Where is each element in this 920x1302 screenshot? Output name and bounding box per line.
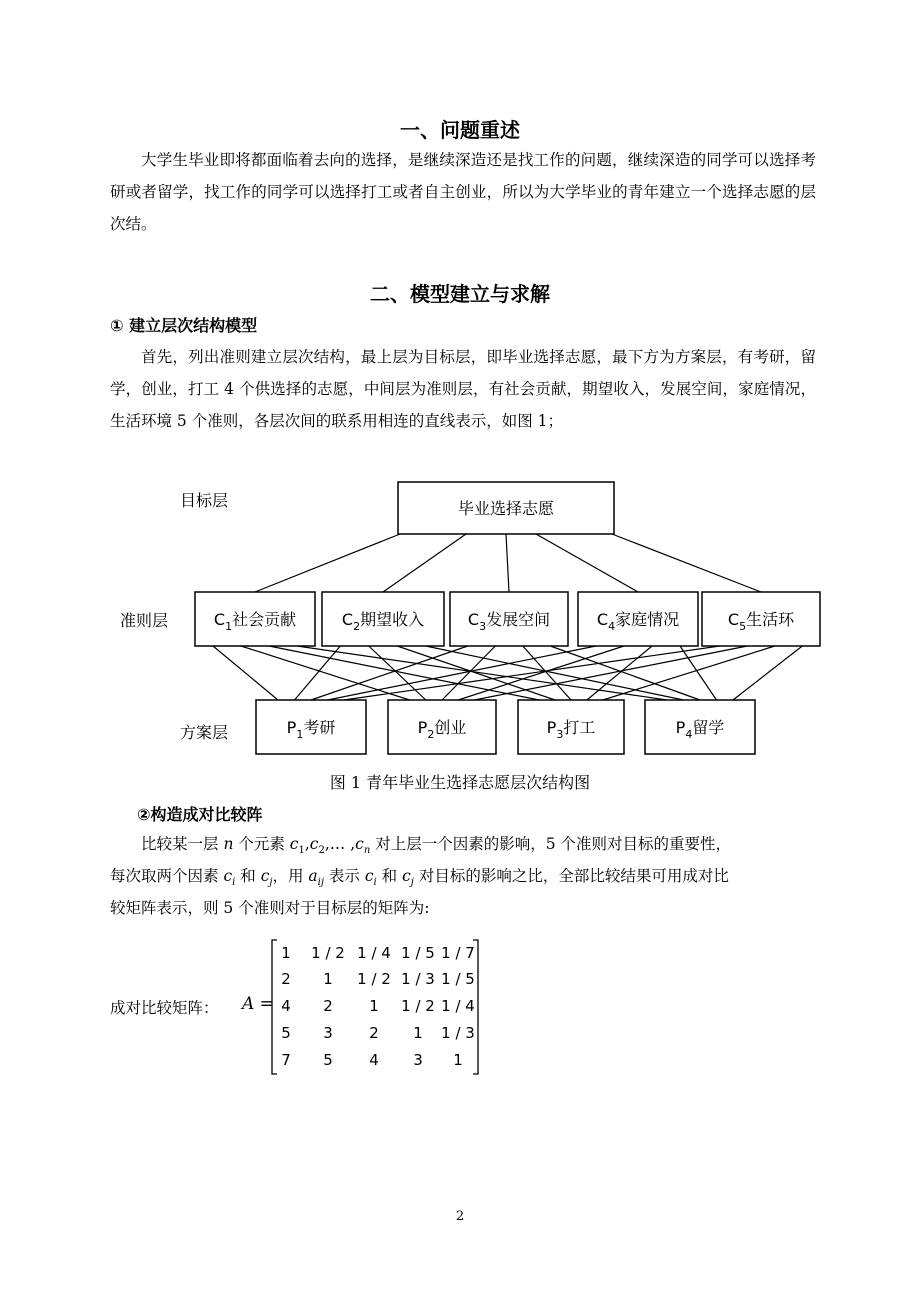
criteria-alternative-link (603, 646, 775, 700)
matrix-cell: 1 (413, 1024, 423, 1042)
criterion-label: $C_4$家庭情况 (596, 610, 680, 633)
subsection2-heading: ②构造成对比较阵 (137, 805, 263, 824)
goal-criteria-link (383, 534, 466, 592)
matrix-cell: 4 (281, 997, 291, 1015)
page-number: 2 (455, 1209, 465, 1224)
goal-criteria-link (255, 534, 400, 592)
alternative-p1 (256, 700, 366, 754)
criteria-alternative-link (311, 646, 468, 700)
criterion-c2 (322, 592, 444, 646)
alternative-label: $P_4$留学 (675, 718, 725, 741)
matrix-cell: 1 / 3 (401, 970, 435, 988)
goal-criteria-link (536, 534, 638, 592)
criterion-c3 (450, 592, 568, 646)
criteria-alternative-link (733, 646, 802, 700)
matrix-cell: 1 / 2 (311, 944, 345, 962)
criterion-c1 (195, 592, 315, 646)
criterion-label: $C_1$社会贡献 (213, 610, 297, 633)
criterion-c4 (578, 592, 698, 646)
left-bracket (272, 940, 277, 1074)
para2-line3: 较矩阵表示，则 5 个准则对于目标层的矩阵为: (110, 899, 430, 917)
matrix-cell: 1 (281, 944, 291, 962)
matrix-cell: 1 / 5 (401, 944, 435, 962)
layer-criteria-label: 准则层 (120, 611, 169, 630)
matrix-cell: 2 (323, 997, 333, 1015)
comparison-matrix (268, 936, 484, 1080)
matrix-cell: 1 / 7 (441, 944, 475, 962)
alternative-label: $P_2$创业 (417, 718, 467, 741)
matrix-cell: 5 (281, 1024, 291, 1042)
alternative-p3 (518, 700, 624, 754)
criterion-label: $C_3$发展空间 (467, 610, 551, 633)
criteria-boxes (195, 592, 820, 646)
matrix-cell: 1 / 2 (401, 997, 435, 1015)
layer-alternatives-label: 方案层 (180, 723, 229, 742)
alternative-p4 (645, 700, 755, 754)
matrix-cell: 1 / 4 (441, 997, 475, 1015)
matrix-cell: 4 (369, 1051, 379, 1069)
matrix-cell: 1 / 5 (441, 970, 475, 988)
alternative-label: $P_3$打工 (546, 718, 596, 741)
criterion-label: $C_5$生活环 (727, 610, 795, 633)
matrix-symbol: A = (242, 994, 274, 1014)
alternative-label: $P_1$考研 (286, 718, 336, 741)
matrix-cell: 1 / 3 (441, 1024, 475, 1042)
alternative-p2 (388, 700, 496, 754)
section2-title: 二、模型建立与求解 (370, 282, 550, 306)
matrix-cell: 3 (323, 1024, 333, 1042)
para2-line2: 每次取两个因素 $c_i$ 和 $c_j$，用 $a_{ij}$ 表示 $c_i$ 和 $c_j$ 对目标的影响之比，全部比较结果可用成对比 (110, 867, 729, 889)
goal-criteria-link (612, 534, 761, 592)
matrix-cell: 2 (281, 970, 291, 988)
matrix-cell: 1 / 2 (357, 970, 391, 988)
criteria-alternative-link (550, 646, 700, 700)
layer-goal-label: 目标层 (180, 491, 229, 510)
section1-paragraph: 大学生毕业即将都面临着去向的选择，是继续深造还是找工作的问题，继续深造的同学可以选择考研或者留学，找工作的同学可以选择打工或者自主创业，所以为大学毕业的青年建立一个选择志愿的层次结。 (110, 151, 816, 233)
subsection1-heading: ① 建立层次结构模型 (110, 316, 258, 335)
para2-line1: 比较某一层 n 个元素 $c_1,c_2,\dots$ $,c_n$ 对上层一个因素的影响，5 个准则对目标的重要性， (141, 835, 731, 857)
criterion-label: $C_2$期望收入 (341, 610, 425, 633)
criteria-alternative-link (680, 646, 717, 700)
matrix-label: 成对比较矩阵： (110, 999, 219, 1017)
section2-paragraph: 首先，列出准则建立层次结构，最上层为目标层，即毕业选择志愿，最下方为方案层，有考研，留学，创业，打工 4 个供选择的志愿，中间层为准则层，有社会贡献，期望收入，发展空间，家庭情况，生活环境 5 个准则，各层次间的联系用相连的直线表示，如图 1； (110, 348, 816, 430)
matrix-cell: 3 (413, 1051, 423, 1069)
matrix-cell: 1 (369, 997, 379, 1015)
goal-criteria-link (506, 534, 509, 592)
section1-title: 一、问题重述 (400, 118, 520, 142)
matrix-cell: 1 / 4 (357, 944, 391, 962)
matrix-cell: 5 (323, 1051, 333, 1069)
matrix-cell: 7 (281, 1051, 291, 1069)
matrix-cells (281, 944, 475, 1069)
matrix-cell: 1 (323, 970, 333, 988)
alternative-boxes (256, 700, 755, 754)
matrix-cell: 2 (369, 1024, 379, 1042)
figure-caption: 图 1 青年毕业生选择志愿层次结构图 (329, 773, 591, 792)
matrix-cell: 1 (453, 1051, 463, 1069)
criteria-alternative-link (241, 646, 410, 700)
goal-label: 毕业选择志愿 (457, 499, 555, 518)
criteria-alternative-link (442, 646, 495, 700)
criterion-c5 (702, 592, 820, 646)
